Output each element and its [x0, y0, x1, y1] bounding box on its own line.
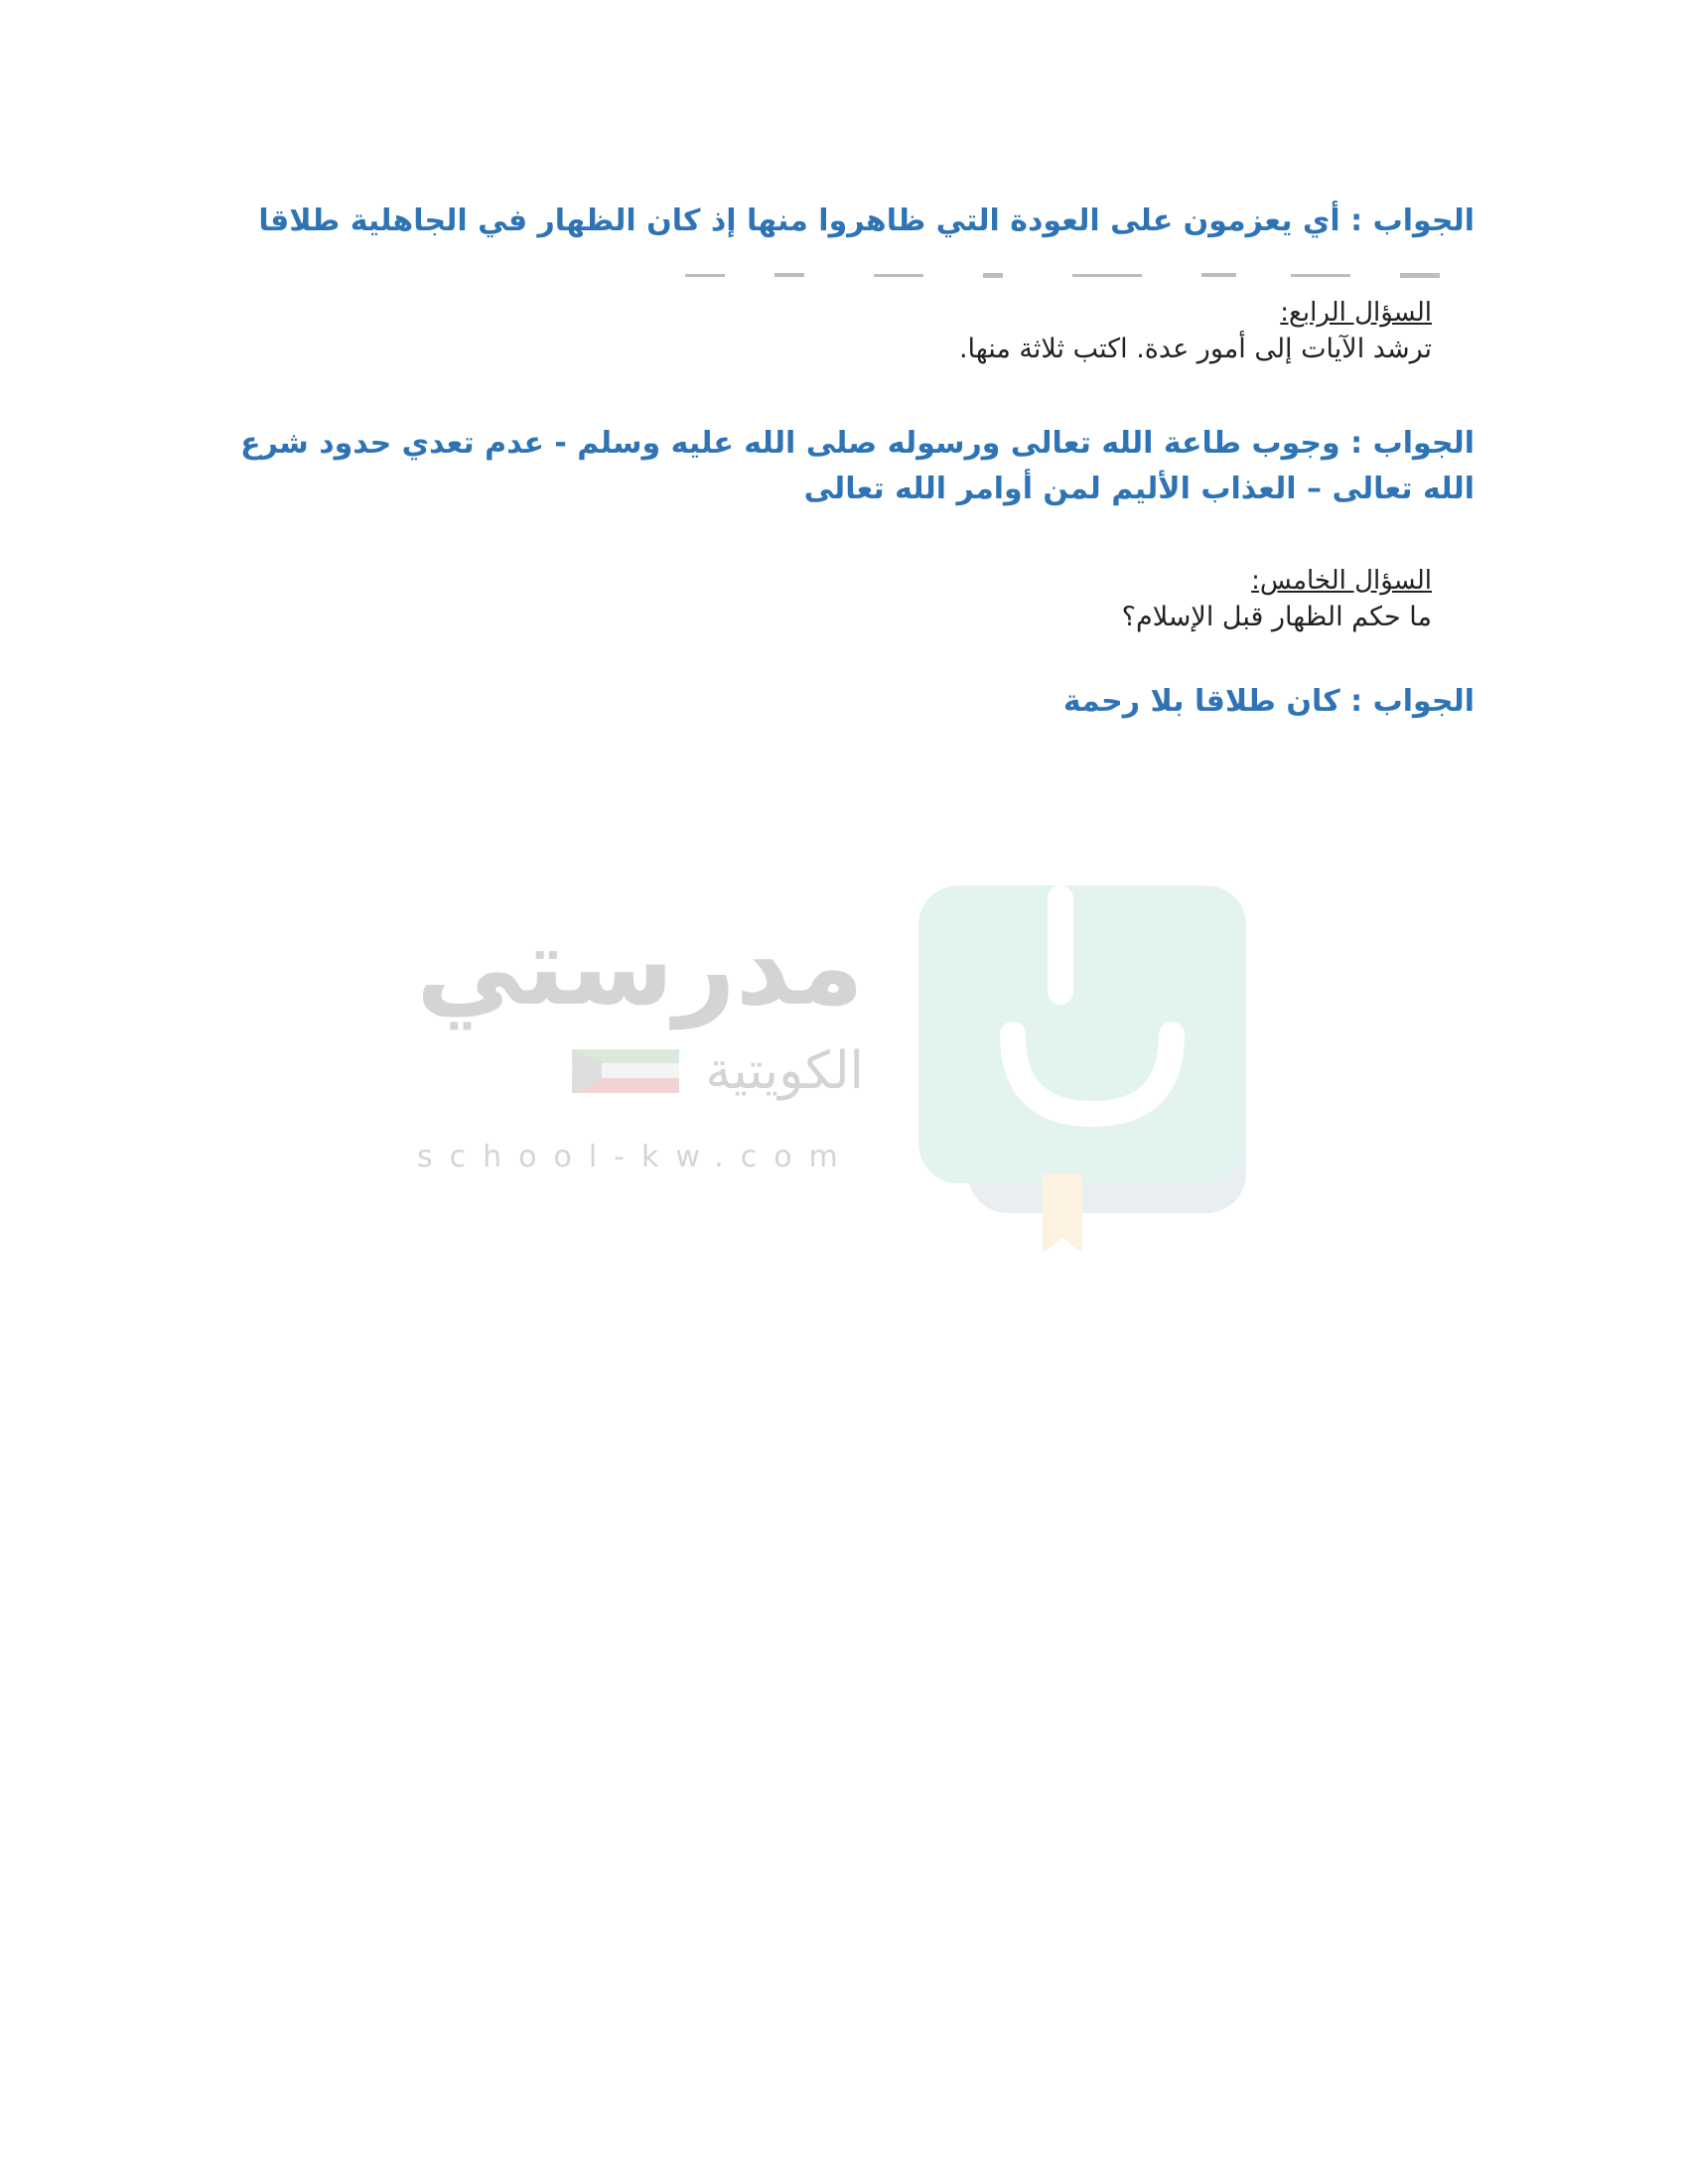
question-4-heading: السؤال الرابع:	[1280, 298, 1432, 328]
question-4-text: ترشد الآيات إلى أمور عدة. اكتب ثلاثة منها.	[958, 334, 1432, 364]
answer-1: الجواب : أي يعزمون على العودة التي ظاهروا منها إذ كان الظهار في الجاهلية طلاقا	[258, 204, 1475, 238]
watermark-url: school-kw.com	[417, 1140, 855, 1174]
watermark-name: مدرستي	[416, 905, 864, 1029]
answer-3: الجواب : كان طلاقا بلا رحمة	[1062, 684, 1475, 719]
watermark-subtitle-text: الكويتية	[705, 1041, 864, 1101]
answer-2: الجواب : وجوب طاعة الله تعالى ورسوله صلى الله عليه وسلم - عدم تعدي حدود شرع الله تعالى – العذاب الأليم لمن أوامر الله تعالى	[240, 426, 1475, 506]
watermark-subtitle	[572, 1040, 864, 1102]
school-logo-icon	[918, 886, 1246, 1263]
scan-remnant	[685, 270, 1470, 282]
question-5-text: ما حكم الظهار قبل الإسلام؟	[1121, 602, 1432, 632]
question-5	[538, 566, 1432, 632]
question-5-heading: السؤال الخامس:	[1251, 566, 1432, 596]
question-4	[538, 298, 1432, 364]
kuwait-flag-icon	[572, 1049, 679, 1093]
